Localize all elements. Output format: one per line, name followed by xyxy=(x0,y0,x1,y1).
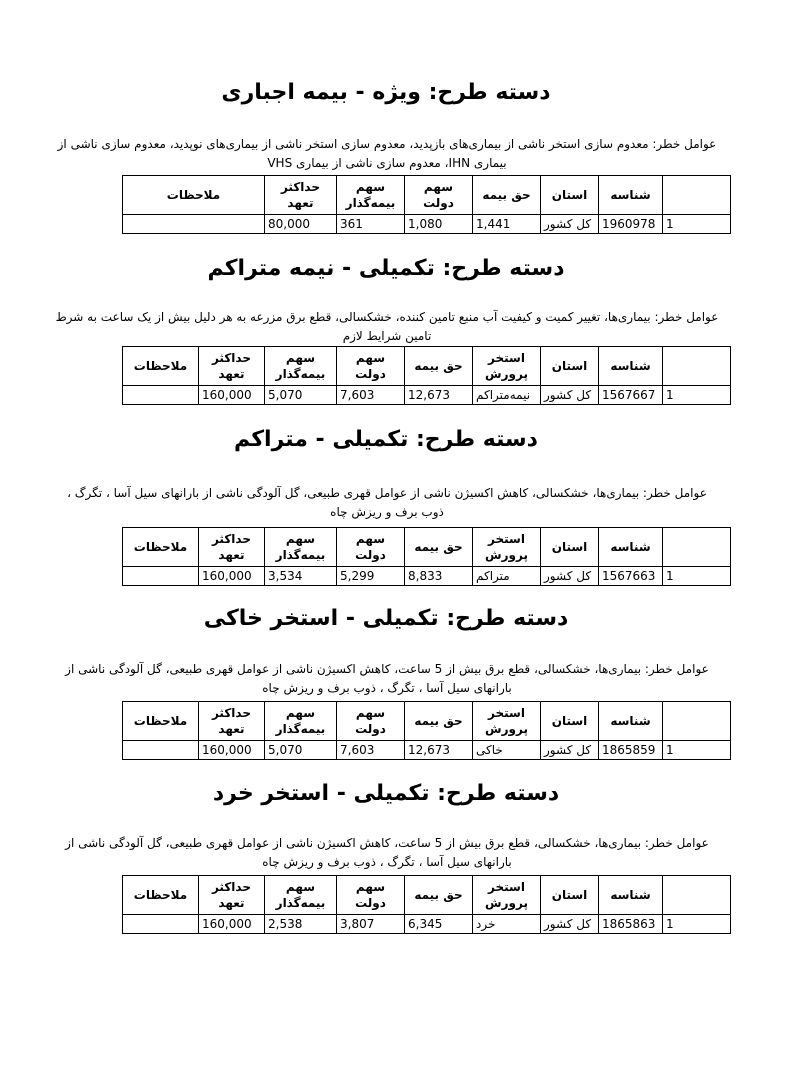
cell-notes xyxy=(123,386,199,405)
cell-pool: متراکم xyxy=(473,567,541,586)
cell-insured-share: 3,534 xyxy=(265,567,337,586)
header-insured-share: سهم بیمه‌گذار xyxy=(265,876,337,915)
table-row xyxy=(123,386,731,405)
cell-num: 1 xyxy=(663,741,731,760)
table-row xyxy=(123,915,731,934)
header-gov-share: سهم دولت xyxy=(337,528,405,567)
cell-premium: 12,673 xyxy=(405,741,473,760)
header-insured-share: سهم بیمه‌گذار xyxy=(265,528,337,567)
cell-num: 1 xyxy=(663,567,731,586)
cell-province: کل کشور xyxy=(541,215,599,234)
header-province: استان xyxy=(541,347,599,386)
cell-insured-share: 5,070 xyxy=(265,386,337,405)
cell-gov-share: 1,080 xyxy=(405,215,473,234)
cell-insured-share: 361 xyxy=(337,215,405,234)
header-premium: حق بیمه xyxy=(473,176,541,215)
cell-gov-share: 7,603 xyxy=(337,741,405,760)
cell-insured-share: 5,070 xyxy=(265,741,337,760)
cell-id: 1567667 xyxy=(599,386,663,405)
header-province: استان xyxy=(541,876,599,915)
header-num xyxy=(663,176,731,215)
cell-notes xyxy=(123,741,199,760)
table-header-row xyxy=(123,176,731,215)
header-premium: حق بیمه xyxy=(405,528,473,567)
section-title: دسته طرح: ویژه - بیمه اجباری xyxy=(221,80,551,105)
header-pool: استخر پرورش xyxy=(473,876,541,915)
section-title: دسته طرح: تکمیلی - نیمه متراکم xyxy=(207,256,565,281)
header-pool: استخر پرورش xyxy=(473,528,541,567)
header-id: شناسه xyxy=(599,347,663,386)
cell-max-liability: 160,000 xyxy=(199,567,265,586)
cell-province: کل کشور xyxy=(541,915,599,934)
table-row xyxy=(123,567,731,586)
header-insured-share: سهم بیمه‌گذار xyxy=(265,347,337,386)
header-max-liability: حداکثر تعهد xyxy=(265,176,337,215)
table-header-row xyxy=(123,702,731,741)
cell-num: 1 xyxy=(663,386,731,405)
header-gov-share: سهم دولت xyxy=(337,347,405,386)
plan-table xyxy=(122,175,731,234)
cell-notes xyxy=(123,915,199,934)
table-row xyxy=(123,215,731,234)
cell-max-liability: 160,000 xyxy=(199,915,265,934)
header-premium: حق بیمه xyxy=(405,876,473,915)
plan-table xyxy=(122,527,731,586)
header-gov-share: سهم دولت xyxy=(337,702,405,741)
header-id: شناسه xyxy=(599,876,663,915)
header-notes: ملاحظات xyxy=(123,347,199,386)
section-title: دسته طرح: تکمیلی - استخر خاکی xyxy=(203,606,569,631)
cell-insured-share: 2,538 xyxy=(265,915,337,934)
cell-premium: 8,833 xyxy=(405,567,473,586)
header-province: استان xyxy=(541,528,599,567)
header-notes: ملاحظات xyxy=(123,876,199,915)
header-insured-share: سهم بیمه‌گذار xyxy=(337,176,405,215)
cell-premium: 12,673 xyxy=(405,386,473,405)
cell-max-liability: 80,000 xyxy=(265,215,337,234)
cell-gov-share: 7,603 xyxy=(337,386,405,405)
header-notes: ملاحظات xyxy=(123,176,265,215)
cell-num: 1 xyxy=(663,215,731,234)
cell-notes xyxy=(123,567,199,586)
header-premium: حق بیمه xyxy=(405,702,473,741)
header-pool: استخر پرورش xyxy=(473,702,541,741)
header-max-liability: حداکثر تعهد xyxy=(199,876,265,915)
section-title: دسته طرح: تکمیلی - متراکم xyxy=(234,427,538,452)
cell-premium: 1,441 xyxy=(473,215,541,234)
risk-factors: عوامل خطر: بیماری‌ها، تغییر کمیت و کیفیت آب منبع تامین کننده، خشکسالی، قطع برق مزرعه به هر دلیل بیش از یک ساعت به شرط تامین شرایط لازم xyxy=(55,310,719,343)
risk-factors: عوامل خطر: معدوم سازی استخر ناشی از بیماری‌های بازپدید، معدوم سازی استخر ناشی از بیماری‌های نوپدید، معدوم سازی ناشی از بیماری IHN، معدوم سازی ناشی از بیماری VHS xyxy=(57,137,717,170)
header-num xyxy=(663,876,731,915)
risk-factors: عوامل خطر: بیماری‌ها، خشکسالی، قطع برق بیش از 5 ساعت، کاهش اکسیژن ناشی از عوامل قهری طبیعی، گل آلودگی ناشی از بارانهای سیل آسا ، تگرگ ، ذوب برف و ریزش چاه xyxy=(65,662,709,695)
header-notes: ملاحظات xyxy=(123,528,199,567)
header-id: شناسه xyxy=(599,702,663,741)
cell-id: 1960978 xyxy=(599,215,663,234)
section-title: دسته طرح: تکمیلی - استخر خرد xyxy=(212,781,560,806)
header-max-liability: حداکثر تعهد xyxy=(199,528,265,567)
header-num xyxy=(663,702,731,741)
header-num xyxy=(663,347,731,386)
cell-id: 1865863 xyxy=(599,915,663,934)
table-header-row xyxy=(123,876,731,915)
table-header-row xyxy=(123,528,731,567)
cell-num: 1 xyxy=(663,915,731,934)
header-max-liability: حداکثر تعهد xyxy=(199,702,265,741)
header-gov-share: سهم دولت xyxy=(337,876,405,915)
plan-table xyxy=(122,346,731,405)
cell-max-liability: 160,000 xyxy=(199,386,265,405)
cell-pool: خاکی xyxy=(473,741,541,760)
risk-factors: عوامل خطر: بیماری‌ها، خشکسالی، کاهش اکسیژن ناشی از عوامل قهری طبیعی، گل آلودگی ناشی از بارانهای سیل آسا ، تگرگ ، ذوب برف و ریزش چاه xyxy=(67,486,707,519)
table-row xyxy=(123,741,731,760)
header-gov-share: سهم دولت xyxy=(405,176,473,215)
cell-pool: نیمه‌متراکم xyxy=(473,386,541,405)
header-num xyxy=(663,528,731,567)
cell-province: کل کشور xyxy=(541,567,599,586)
cell-gov-share: 5,299 xyxy=(337,567,405,586)
cell-id: 1865859 xyxy=(599,741,663,760)
cell-id: 1567663 xyxy=(599,567,663,586)
header-province: استان xyxy=(541,702,599,741)
cell-premium: 6,345 xyxy=(405,915,473,934)
cell-pool: خرد xyxy=(473,915,541,934)
header-province: استان xyxy=(541,176,599,215)
table-header-row xyxy=(123,347,731,386)
cell-gov-share: 3,807 xyxy=(337,915,405,934)
cell-max-liability: 160,000 xyxy=(199,741,265,760)
header-pool: استخر پرورش xyxy=(473,347,541,386)
risk-factors: عوامل خطر: بیماری‌ها، خشکسالی، قطع برق بیش از 5 ساعت، کاهش اکسیژن ناشی از عوامل قهری طبیعی، گل آلودگی ناشی از بارانهای سیل آسا ، تگرگ ، ذوب برف و ریزش چاه xyxy=(65,836,709,869)
header-insured-share: سهم بیمه‌گذار xyxy=(265,702,337,741)
cell-notes xyxy=(123,215,265,234)
header-premium: حق بیمه xyxy=(405,347,473,386)
cell-province: کل کشور xyxy=(541,386,599,405)
cell-province: کل کشور xyxy=(541,741,599,760)
header-max-liability: حداکثر تعهد xyxy=(199,347,265,386)
header-id: شناسه xyxy=(599,176,663,215)
header-notes: ملاحظات xyxy=(123,702,199,741)
plan-table xyxy=(122,875,731,934)
plan-table xyxy=(122,701,731,760)
header-id: شناسه xyxy=(599,528,663,567)
